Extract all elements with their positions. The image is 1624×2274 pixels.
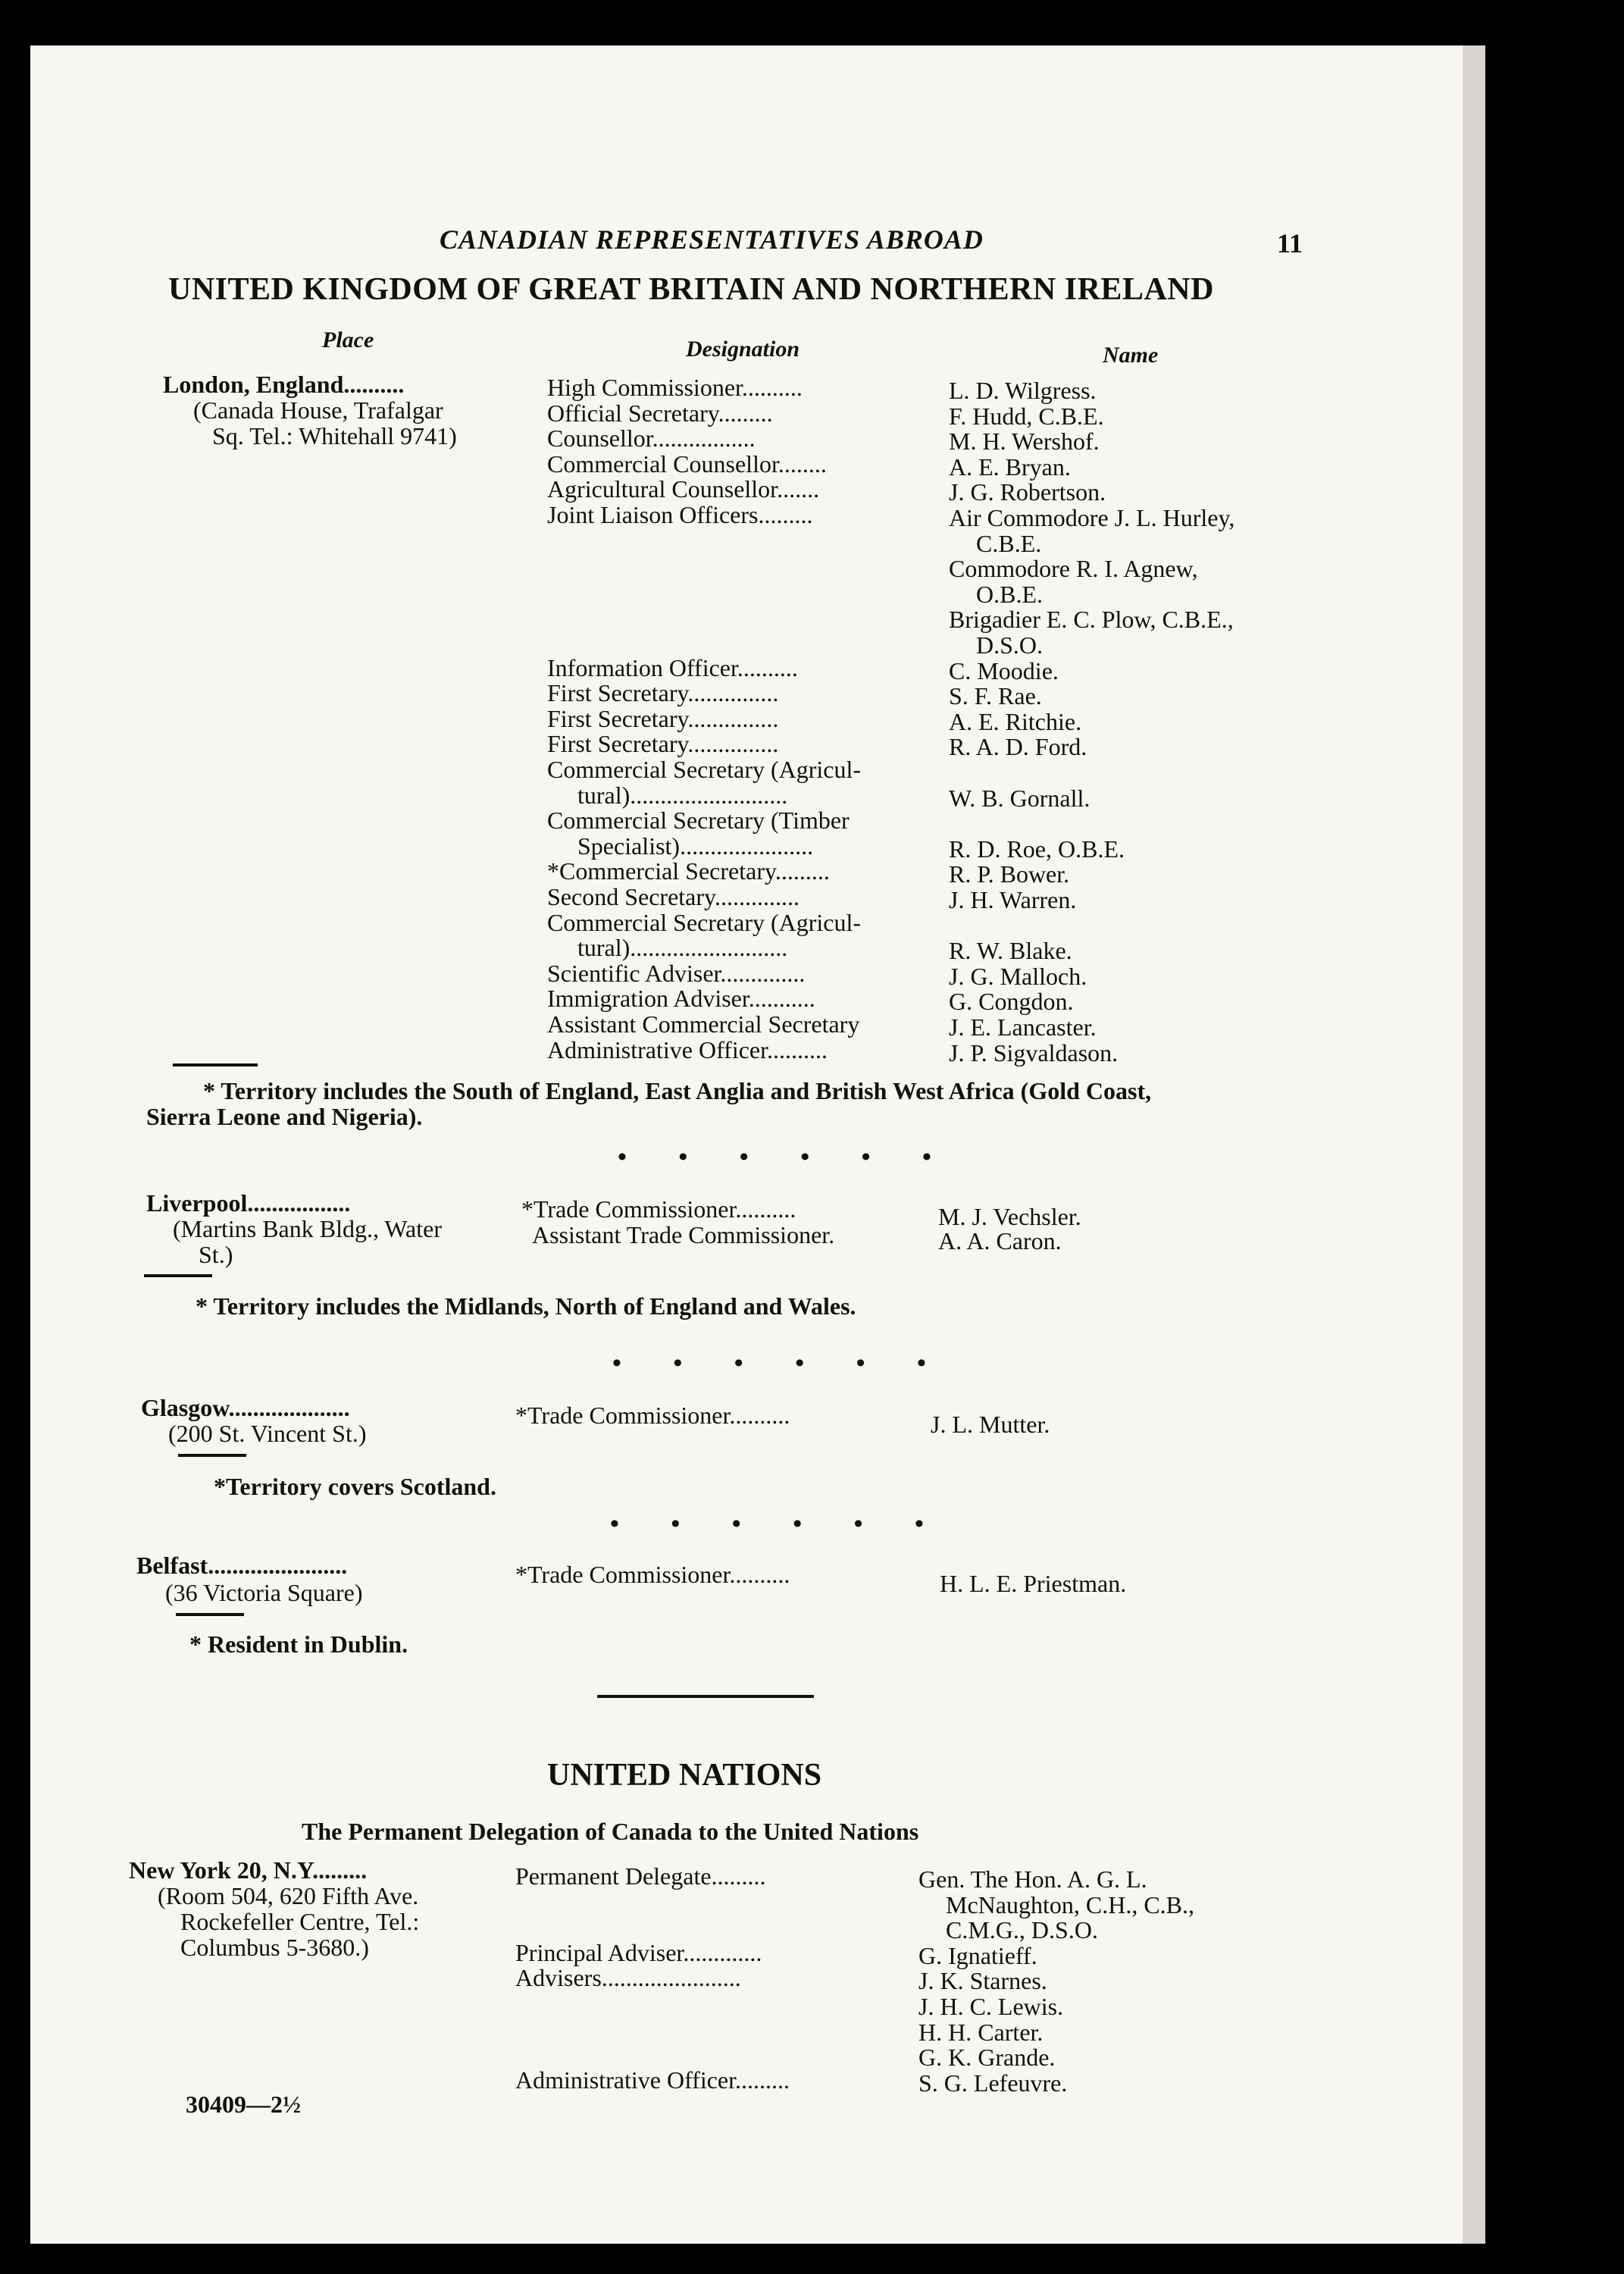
name: G. Ignatieff.	[918, 1941, 1037, 1969]
place-name: London, England..........	[163, 371, 405, 398]
designation: First Secretary...............	[547, 679, 779, 707]
place-address: Columbus 5-3680.)	[180, 1934, 369, 1961]
name: J. H. Warren.	[949, 886, 1077, 913]
name: McNaughton, C.H., C.B.,	[946, 1890, 1194, 1918]
designation: Assistant Trade Commissioner.	[532, 1221, 835, 1248]
name: H. L. E. Priestman.	[940, 1570, 1127, 1597]
designation: *Trade Commissioner..........	[521, 1195, 796, 1223]
name: J. E. Lancaster.	[949, 1013, 1097, 1041]
designation: Immigration Adviser...........	[547, 985, 815, 1013]
section-separator: • • • • • •	[612, 1349, 949, 1377]
name: M. J. Vechsler.	[938, 1203, 1081, 1230]
name: C.B.E.	[976, 529, 1042, 557]
section-subtitle-un: The Permanent Delegation of Canada to the United Nations	[302, 1818, 919, 1845]
name: J. P. Sigvaldason.	[949, 1038, 1119, 1067]
designation: Official Secretary.........	[547, 399, 773, 427]
place-address: St.)	[199, 1241, 233, 1268]
name: Commodore R. I. Agnew,	[949, 555, 1198, 583]
section-separator: • • • • • •	[618, 1143, 954, 1171]
place-address: Rockefeller Centre, Tel.:	[180, 1908, 420, 1935]
name: H. H. Carter.	[918, 2018, 1044, 2046]
name: A. E. Ritchie.	[949, 707, 1082, 735]
designation: Counsellor.................	[547, 424, 756, 453]
designation: Commercial Secretary (Agricul-	[547, 756, 862, 783]
name: G. K. Grande.	[918, 2044, 1056, 2072]
place-address: (Canada House, Trafalgar	[193, 396, 443, 424]
name: F. Hudd, C.B.E.	[949, 402, 1104, 430]
designation: tural)..........................	[577, 781, 788, 809]
section-title-un: UNITED NATIONS	[547, 1758, 822, 1793]
column-header-designation: Designation	[686, 337, 800, 362]
place-address: (36 Victoria Square)	[165, 1579, 363, 1606]
designation: Second Secretary..............	[547, 883, 799, 910]
designation: *Trade Commissioner..........	[515, 1402, 790, 1429]
name: O.B.E.	[976, 580, 1043, 608]
designation: Commercial Secretary (Timber	[547, 807, 850, 835]
footnote: *Territory covers Scotland.	[214, 1473, 496, 1500]
footnote-rule	[176, 1613, 244, 1616]
name: J. G. Robertson.	[949, 478, 1106, 506]
name: J. K. Starnes.	[918, 1967, 1047, 1995]
name: G. Congdon.	[949, 988, 1074, 1016]
page-number: 11	[1277, 228, 1303, 258]
place-address: (Martins Bank Bldg., Water	[173, 1215, 442, 1242]
place-name: Belfast.......................	[136, 1552, 348, 1579]
designation: Specialist)......................	[577, 832, 814, 860]
name: D.S.O.	[976, 631, 1044, 659]
name: S. G. Lefeuvre.	[918, 2069, 1068, 2097]
place-name: Liverpool.................	[146, 1189, 351, 1217]
designation: *Commercial Secretary.........	[547, 857, 830, 885]
name: Air Commodore J. L. Hurley,	[949, 504, 1235, 531]
name: C. Moodie.	[949, 656, 1059, 684]
name: A. E. Bryan.	[949, 453, 1071, 481]
designation: Assistant Commercial Secretary	[547, 1010, 860, 1038]
page-edge	[1463, 45, 1485, 2244]
designation: Commercial Counsellor........	[547, 449, 827, 478]
name: Brigadier E. C. Plow, C.B.E.,	[949, 606, 1234, 634]
footnote-rule	[173, 1063, 258, 1067]
designation: Information Officer..........	[547, 653, 798, 681]
name: R. W. Blake.	[949, 937, 1072, 965]
column-header-place: Place	[322, 327, 374, 352]
footnote: * Territory includes the South of England, East Anglia and British West Africa (Gold Coast,	[203, 1077, 1152, 1104]
designation: Scientific Adviser..............	[547, 959, 806, 987]
designation: Administrative Officer..........	[547, 1035, 828, 1063]
footnote: * Resident in Dublin.	[189, 1630, 408, 1658]
section-title-uk: UNITED KINGDOM OF GREAT BRITAIN AND NORTHERN IRELAND	[168, 272, 1214, 307]
designation: Permanent Delegate.........	[515, 1862, 766, 1890]
footnote: Sierra Leone and Nigeria).	[146, 1103, 423, 1130]
footnote: * Territory includes the Midlands, North of England and Wales.	[196, 1292, 856, 1320]
name: L. D. Wilgress.	[949, 377, 1097, 404]
name: R. P. Bower.	[949, 860, 1070, 888]
name: A. A. Caron.	[938, 1227, 1062, 1254]
place-address: Sq. Tel.: Whitehall 9741)	[212, 422, 457, 449]
designation: Agricultural Counsellor.......	[547, 475, 820, 503]
place-address: (Room 504, 620 Fifth Ave.	[158, 1882, 419, 1909]
name: J. L. Mutter.	[931, 1411, 1050, 1438]
name: C.M.G., D.S.O.	[946, 1916, 1098, 1944]
name: S. F. Rae.	[949, 682, 1042, 710]
name: J. H. C. Lewis.	[918, 1993, 1064, 2020]
designation: tural)..........................	[577, 934, 788, 962]
designation: Joint Liaison Officers.........	[547, 501, 813, 528]
footnote-rule	[144, 1274, 212, 1277]
designation: High Commissioner..........	[547, 374, 803, 401]
running-head: CANADIAN REPRESENTATIVES ABROAD	[440, 224, 984, 255]
place-name: New York 20, N.Y.........	[129, 1856, 368, 1884]
footnote-rule	[178, 1454, 246, 1457]
designation: Principal Adviser.............	[515, 1938, 762, 1966]
designation: Commercial Secretary (Agricul-	[547, 908, 862, 936]
name: R. D. Roe, O.B.E.	[949, 835, 1125, 863]
section-separator: • • • • • •	[610, 1510, 947, 1538]
name: R. A. D. Ford.	[949, 733, 1087, 761]
designation: First Secretary...............	[547, 704, 779, 732]
name: J. G. Malloch.	[949, 962, 1087, 990]
designation: Administrative Officer.........	[515, 2066, 790, 2094]
name: W. B. Gornall.	[949, 784, 1090, 812]
name: M. H. Wershof.	[949, 428, 1100, 456]
designation: *Trade Commissioner..........	[515, 1561, 790, 1588]
printer-code: 30409—2½	[186, 2091, 301, 2118]
place-address: (200 St. Vincent St.)	[168, 1420, 367, 1447]
section-divider	[597, 1695, 814, 1698]
designation: Advisers.......................	[515, 1964, 741, 1992]
column-header-name: Name	[1103, 343, 1159, 368]
place-name: Glasgow....................	[141, 1394, 350, 1421]
name: Gen. The Hon. A. G. L.	[918, 1865, 1147, 1893]
designation: First Secretary...............	[547, 730, 779, 758]
